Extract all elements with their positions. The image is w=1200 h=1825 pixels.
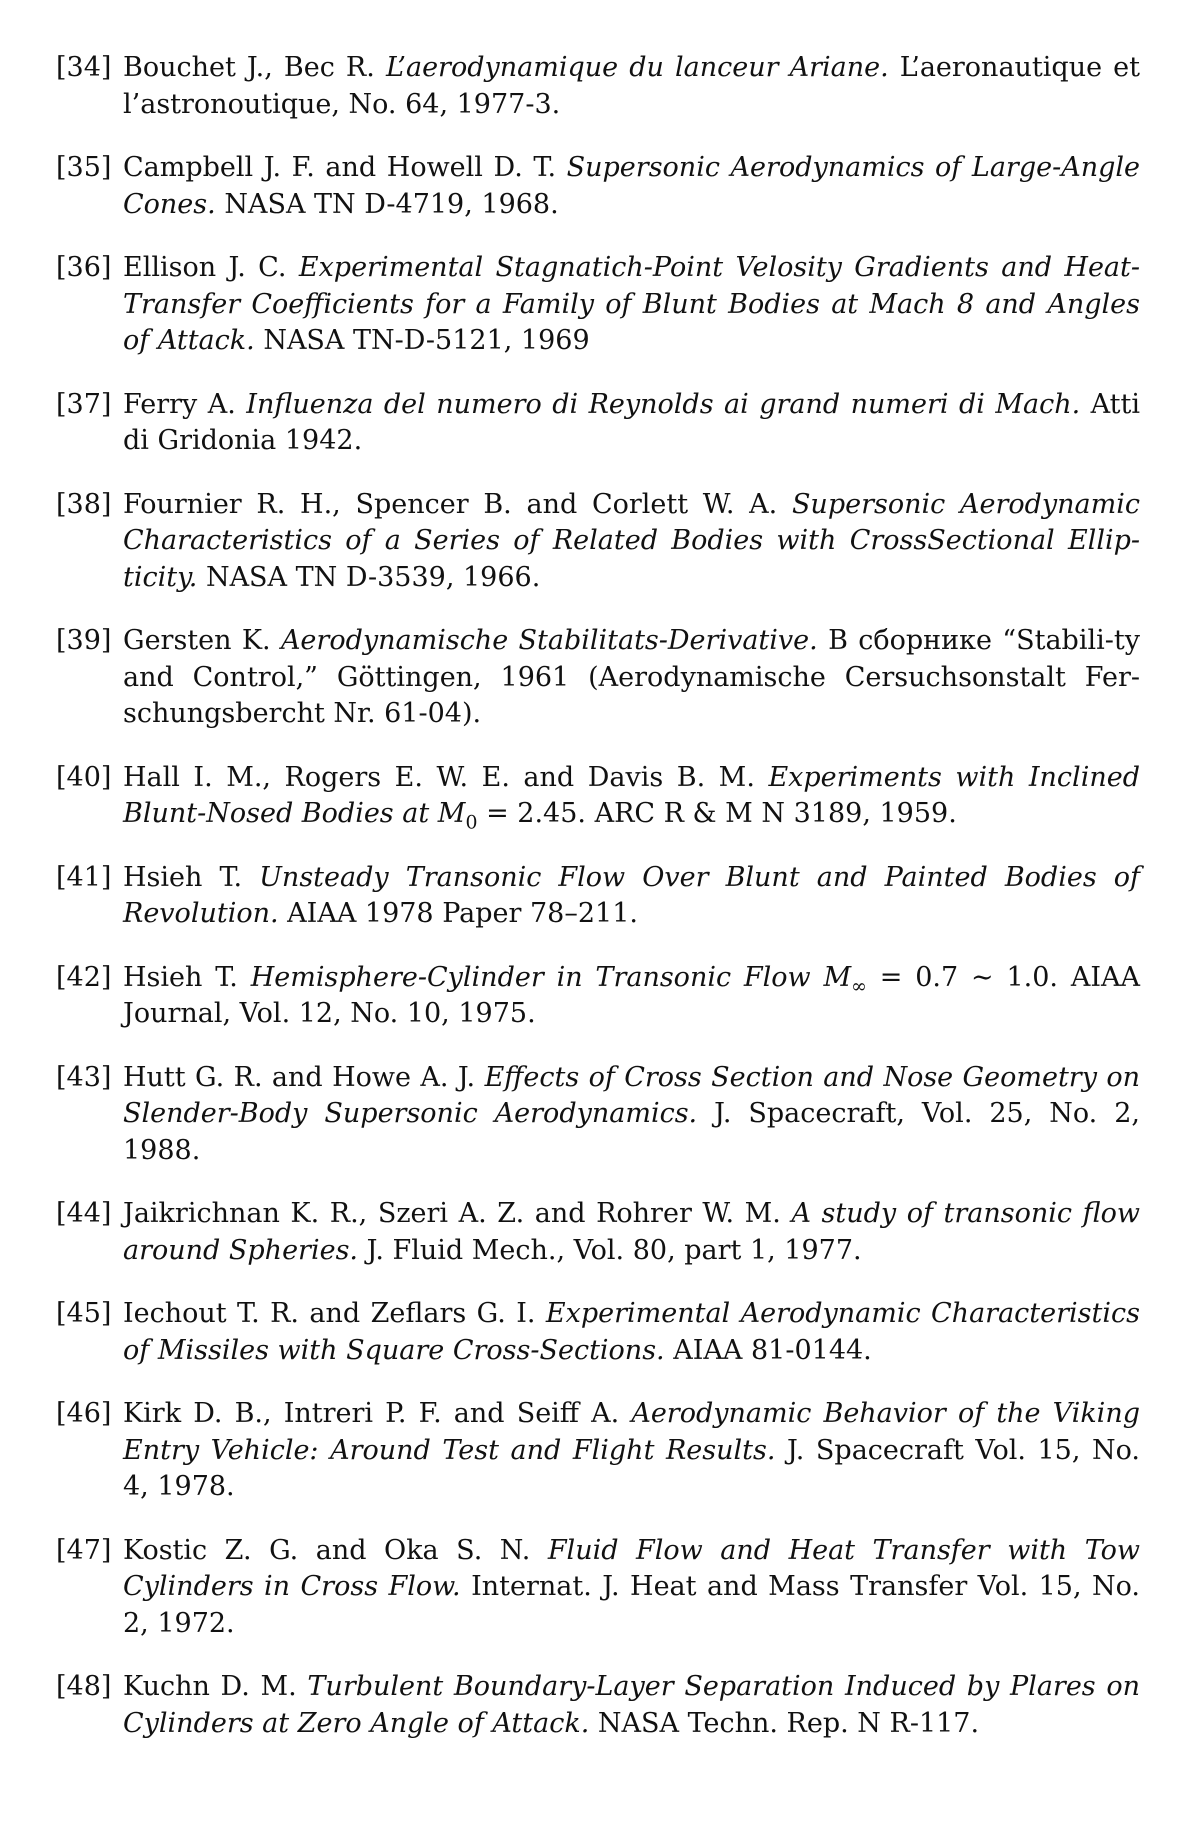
reference-entry (56, 1669, 1140, 1742)
reference-source: AIAA 81-0144. (673, 1334, 872, 1366)
reference-source: ARC R & M N 3189, 1959. (594, 798, 957, 829)
reference-authors: Ellison J. C. (123, 252, 287, 283)
reference-number: [46] (56, 1398, 112, 1429)
reference-entry (56, 1196, 1140, 1269)
reference-number: [44] (56, 1198, 112, 1229)
reference-source: В сборнике “Stabili-ty and Control,” Göttingen, 1961 (Aerodynamische Cersuchsonstalt Fer-schungsbercht Nr. 61-04). (123, 625, 1140, 729)
reference-entry (56, 1060, 1140, 1170)
reference-number: [34] (56, 52, 112, 83)
reference-entry (56, 150, 1140, 223)
reference-title: Aerodynamic Behavior of the Viking Entry Vehicle: Around Test and Flight Results. (123, 1398, 1140, 1466)
reference-source: NASA TN D-4719, 1968. (224, 188, 559, 220)
reference-authors: Ferry A. (123, 388, 236, 420)
reference-source: AIAA 1978 Paper 78–211. (287, 898, 638, 929)
reference-body (123, 1533, 1140, 1643)
reference-body (123, 487, 1140, 597)
reference-body (123, 1296, 1140, 1369)
math-symbol: M (823, 961, 852, 993)
reference-entry (56, 1533, 1140, 1643)
reference-title: Unsteady Transonic Flow Over Blunt and Painted Bodies of Revolution. (123, 861, 1140, 929)
reference-source: Internat. J. Heat and Mass Transfer Vol. 15, No. 2, 1972. (123, 1571, 1141, 1639)
reference-entry (56, 487, 1140, 597)
reference-authors: Hutt G. R. and Howe A. J. (123, 1061, 476, 1093)
reference-title: Supersonic Aerodynamics of Large-Angle Cones. (123, 152, 1140, 220)
reference-title: Effects of Cross Section and Nose Geometry on Slender-Body Supersonic Aerodynamics. (123, 1061, 1140, 1129)
reference-title: Aerodynamische Stabilitats-Derivative. (280, 625, 818, 656)
reference-number: [47] (56, 1534, 112, 1566)
reference-body (123, 1669, 1140, 1742)
reference-authors: Kostic Z. G. and Oka S. N. (123, 1534, 531, 1566)
reference-source: L’aeronautique et l’astronoutique, No. 64, 1977-3. (123, 52, 1140, 120)
reference-authors: Jaikrichnan K. R., Szeri A. Z. and Rohrer W. M. (123, 1198, 781, 1229)
reference-body (123, 760, 1140, 833)
reference-title: Turbulent Boundary-Layer Separation Induced by Plares on Cylinders at Zero Angle of Attack. (123, 1671, 1140, 1739)
reference-source: J. Fluid Mech., Vol. 80, part 1, 1977. (366, 1234, 862, 1266)
reference-number: [45] (56, 1298, 112, 1329)
reference-authors: Kirk D. B., Intreri P. F. and Seiff A. (123, 1398, 620, 1429)
reference-body (123, 150, 1140, 223)
math-subscript: ∞ (851, 974, 867, 997)
reference-source: NASA TN-D-5121, 1969 (263, 325, 590, 356)
reference-source: J. Spacecraft Vol. 15, No. 4, 1978. (123, 1434, 1140, 1502)
reference-number: [37] (56, 388, 112, 420)
reference-source: NASA Techn. Rep. N R-117. (597, 1707, 980, 1739)
math-value: = 0.7 ∼ 1.0. (879, 961, 1058, 993)
reference-authors: Hsieh T. (123, 961, 238, 993)
reference-body (123, 1060, 1140, 1170)
reference-title: Hemisphere-Cylinder in Transonic Flow (250, 961, 811, 993)
reference-entry (56, 860, 1140, 933)
reference-authors: Fournier R. H., Spencer B. and Corlett W. A. (123, 488, 778, 520)
reference-entry (56, 387, 1140, 460)
reference-body (123, 860, 1140, 933)
reference-title: Experimental Stagnatich-Point Velosity Gradients and Heat-Transfer Coefficients for a Family of Blunt Bodies at Mach 8 and Angles of Attack. (123, 252, 1140, 356)
reference-entry (56, 50, 1140, 123)
reference-body (123, 387, 1140, 460)
reference-source: AIAA Journal, Vol. 12, No. 10, 1975. (123, 961, 1140, 1029)
reference-number: [39] (56, 625, 112, 656)
reference-entry (56, 250, 1140, 360)
reference-title: L’aerodynamique du lanceur Ariane. (385, 52, 889, 83)
reference-body (123, 960, 1140, 1033)
reference-authors: Gersten K. (123, 625, 271, 656)
reference-title: A study of transonic flow around Spheries. (123, 1198, 1140, 1266)
reference-authors: Kuchn D. M. (123, 1671, 297, 1702)
reference-number: [43] (56, 1061, 112, 1093)
reference-authors: Hall I. M., Rogers E. W. E. and Davis B. M. (123, 761, 755, 793)
reference-number: [35] (56, 152, 112, 183)
reference-authors: Hsieh T. (123, 861, 243, 893)
reference-entry (56, 1296, 1140, 1369)
reference-number: [40] (56, 761, 112, 793)
reference-body (123, 1396, 1140, 1506)
reference-number: [36] (56, 252, 112, 283)
reference-number: [41] (56, 861, 112, 893)
reference-source: Atti di Gridonia 1942. (123, 388, 1140, 456)
reference-number: [48] (56, 1671, 112, 1702)
reference-title: Fluid Flow and Heat Transfer with Tow Cylinders in Cross Flow. (123, 1534, 1140, 1602)
reference-body (123, 623, 1140, 733)
reference-title: Experimental Aerodynamic Characteristics of Missiles with Square Cross-Sections. (123, 1298, 1140, 1366)
math-value: = 2.45. (486, 798, 586, 829)
reference-entry (56, 960, 1140, 1033)
reference-title: Supersonic Aerodynamic Characteristics of a Series of Related Bodies with CrossSectional Ellip-ticity. (123, 488, 1140, 593)
reference-title: Experiments with Inclined Blunt-Nosed Bodies at (123, 761, 1140, 829)
reference-source: NASA TN D-3539, 1966. (205, 561, 541, 593)
math-symbol: M (437, 798, 466, 829)
reference-source: J. Spacecraft, Vol. 25, No. 2, 1988. (123, 1098, 1140, 1166)
reference-number: [42] (56, 961, 112, 993)
reference-entry (56, 623, 1140, 733)
reference-entry (56, 760, 1140, 833)
math-subscript: 0 (465, 811, 478, 834)
reference-body (123, 250, 1140, 360)
reference-title: Influenza del numero di Reynolds ai grand numeri di Mach. (246, 388, 1081, 420)
reference-number: [38] (56, 488, 112, 520)
reference-authors: Iechout T. R. and Zeflars G. I. (123, 1298, 536, 1329)
reference-authors: Bouchet J., Bec R. (123, 52, 375, 83)
reference-body (123, 50, 1140, 123)
reference-entry (56, 1396, 1140, 1506)
reference-authors: Campbell J. F. and Howell D. T. (123, 152, 557, 183)
reference-body (123, 1196, 1140, 1269)
